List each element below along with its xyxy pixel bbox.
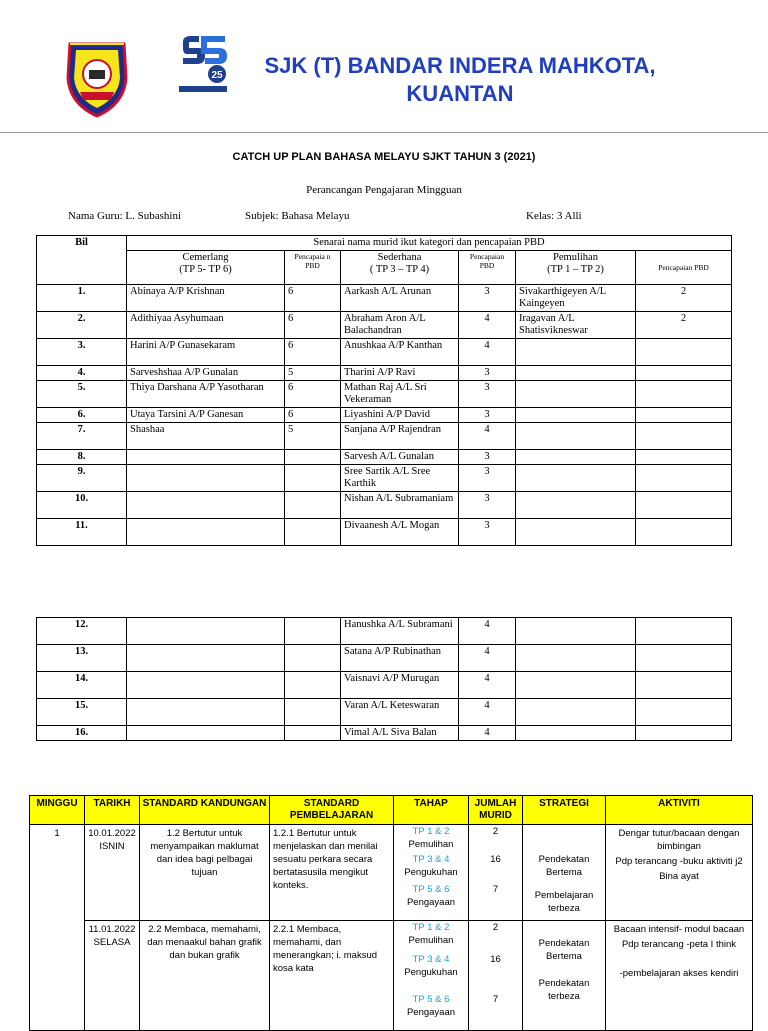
sederhana-name: Satana A/P Rubinathan [341,645,459,672]
sederhana-pbd: 4 [459,672,516,699]
sederhana-name: Mathan Raj A/L Sri Vekeraman [341,381,459,408]
cemerlang-pbd: 6 [285,312,341,339]
cemerlang-pbd: 6 [285,285,341,312]
sk-day1: 1.2 Bertutur untuk menyampaikan maklumat dan idea bagi pelbagai tujuan [140,825,270,921]
bil: 7. [37,423,127,450]
tahap-day1: TP 1 & 2 Pemulihan TP 3 & 4 Pengukuhan TP 5 & 6 Pengayaan [394,825,469,921]
bil: 14. [37,672,127,699]
column-header: STANDARD PEMBELAJARAN [270,796,394,825]
sederhana-name: Tharini A/P Ravi [341,366,459,381]
pemulihan-pbd [636,450,732,465]
svg-text:25: 25 [211,70,223,81]
cemerlang-name [127,519,285,546]
weekly-plan-table [29,795,753,1031]
sederhana-name: Sree Sartik A/L Sree Karthik [341,465,459,492]
tarikh-day1: 10.01.2022 ISNIN [85,825,140,921]
bil: 9. [37,465,127,492]
table-row [37,423,732,450]
cemerlang-pbd: 6 [285,381,341,408]
pemulihan-name: Iragavan A/L Shatisvikneswar [516,312,636,339]
pemulihan-name [516,699,636,726]
cemerlang-name: Harini A/P Gunasekaram [127,339,285,366]
sederhana-pbd: 3 [459,381,516,408]
cemerlang-pbd: 6 [285,339,341,366]
sederhana-pbd: 4 [459,312,516,339]
column-header: STRATEGI [523,796,606,825]
sederhana-pbd: 3 [459,450,516,465]
bil: 13. [37,645,127,672]
table-row [37,672,732,699]
sederhana-pbd: 4 [459,618,516,645]
pemulihan-name [516,672,636,699]
table-row [37,408,732,423]
bil: 11. [37,519,127,546]
bil: 5. [37,381,127,408]
pemulihan-pbd [636,618,732,645]
sederhana-pbd: 4 [459,339,516,366]
sp-day1: 1.2.1 Bertutur untuk menjelaskan dan menilai sesuatu perkara secara bertatasusila mengikut konteks. [270,825,394,921]
pemulihan-pbd: 2 [636,285,732,312]
document-subtitle: Perancangan Pengajaran Mingguan [306,184,462,196]
pencapaian-header-3: Pencapaian PBD [636,251,732,285]
school-crest-icon [64,34,130,118]
pemulihan-pbd [636,699,732,726]
strategi-day1: Pendekatan Bertema Pembelajaran terbeza [523,825,606,921]
pemulihan-pbd [636,339,732,366]
pemulihan-name [516,726,636,741]
pemulihan-pbd [636,408,732,423]
pemulihan-name [516,519,636,546]
pemulihan-name [516,492,636,519]
cemerlang-pbd [285,492,341,519]
bil: 8. [37,450,127,465]
cemerlang-name [127,645,285,672]
bil: 3. [37,339,127,366]
cemerlang-name: Shashaa [127,423,285,450]
sederhana-pbd: 3 [459,519,516,546]
sederhana-pbd: 3 [459,366,516,381]
sederhana-name: Divaanesh A/L Mogan [341,519,459,546]
cemerlang-pbd: 6 [285,408,341,423]
cemerlang-name [127,618,285,645]
sederhana-name: Sarvesh A/L Gunalan [341,450,459,465]
column-header: STANDARD KANDUNGAN [140,796,270,825]
column-header: MINGGU [30,796,85,825]
minggu-cell: 1 [30,825,85,1031]
pemulihan-pbd [636,672,732,699]
cemerlang-name [127,492,285,519]
aktiviti-day2: Bacaan intensif- modul bacaan Pdp terancang -peta I think -pembelajaran akses kendiri [606,921,753,1031]
sederhana-name: Vimal A/L Siva Balan [341,726,459,741]
pemulihan-name [516,423,636,450]
pemulihan-pbd [636,465,732,492]
class-name: Kelas: 3 Alli [526,210,582,222]
cemerlang-name: Abinaya A/P Krishnan [127,285,285,312]
tahap-day2: TP 1 & 2 Pemulihan TP 3 & 4 Pengukuhan TP 5 & 6 Pengayaan [394,921,469,1031]
header-divider [0,132,768,133]
cemerlang-pbd: 5 [285,423,341,450]
pemulihan-pbd: 2 [636,312,732,339]
sederhana-name: Aarkash A/L Arunan [341,285,459,312]
cemerlang-pbd [285,519,341,546]
sp-day2: 2.2.1 Membaca, memahami, dan menerangkan; i. maksud kosa kata [270,921,394,1031]
pemulihan-name [516,408,636,423]
pemulihan-pbd [636,381,732,408]
pencapaian-header-1: Pencapaia n PBD [285,251,341,285]
pemulihan-name: Sivakarthigeyen A/L Kaingeyen [516,285,636,312]
cemerlang-pbd [285,645,341,672]
school-name-line2: KUANTAN [406,81,514,106]
cemerlang-name: Utaya Tarsini A/P Ganesan [127,408,285,423]
cemerlang-name [127,726,285,741]
sederhana-name: Sanjana A/P Rajendran [341,423,459,450]
bil: 1. [37,285,127,312]
document-title: CATCH UP PLAN BAHASA MELAYU SJKT TAHUN 3 (2021) [232,151,536,163]
table-row [37,699,732,726]
sederhana-pbd: 3 [459,465,516,492]
pemulihan-pbd [636,519,732,546]
subject: Subjek: Bahasa Melayu [245,210,350,222]
table-row [37,285,732,312]
table-row [37,312,732,339]
cemerlang-pbd [285,726,341,741]
cemerlang-pbd [285,699,341,726]
jumlah-day2: 2 16 7 [469,921,523,1031]
table-row [37,366,732,381]
table-row [37,645,732,672]
bil: 15. [37,699,127,726]
student-category-table [36,235,732,546]
bil: 4. [37,366,127,381]
cemerlang-pbd [285,618,341,645]
group-header: Senarai nama murid ikut kategori dan pencapaian PBD [127,236,732,251]
cemerlang-name [127,465,285,492]
sederhana-name: Vaisnavi A/P Murugan [341,672,459,699]
table-row [37,339,732,366]
cemerlang-name [127,672,285,699]
bil: 10. [37,492,127,519]
table-row [37,450,732,465]
aktiviti-day1: Dengar tutur/bacaan dengan bimbingan Pdp terancang -buku aktiviti j2 Bina ayat [606,825,753,921]
pemulihan-name [516,645,636,672]
pemulihan-name [516,339,636,366]
bil: 2. [37,312,127,339]
strategi-day2: Pendekatan Bertema Pendekatan terbeza [523,921,606,1031]
table-row [37,726,732,741]
cemerlang-pbd: 5 [285,366,341,381]
sk-day2: 2.2 Membaca, memahami, dan menaakul bahan grafik dan bukan grafik [140,921,270,1031]
cemerlang-name [127,699,285,726]
column-header: TARIKH [85,796,140,825]
table-row [37,465,732,492]
pemulihan-name [516,465,636,492]
sederhana-name: Varan A/L Keteswaran [341,699,459,726]
sederhana-pbd: 4 [459,726,516,741]
pemulihan-pbd [636,645,732,672]
cemerlang-pbd [285,465,341,492]
column-header: TAHAP [394,796,469,825]
sederhana-name: Anushkaa A/P Kanthan [341,339,459,366]
sederhana-header: Sederhana ( TP 3 – TP 4) [341,251,459,285]
cemerlang-name: Adithiyaa Asyhumaan [127,312,285,339]
column-header: JUMLAH MURID [469,796,523,825]
sederhana-name: Liyashini A/P David [341,408,459,423]
table-row [37,618,732,645]
cemerlang-pbd [285,672,341,699]
table-row [37,519,732,546]
cemerlang-header: Cemerlang (TP 5- TP 6) [127,251,285,285]
pemulihan-pbd [636,366,732,381]
pemulihan-name [516,366,636,381]
cemerlang-name: Sarveshshaa A/P Gunalan [127,366,285,381]
sederhana-name: Hanushka A/L Subramani [341,618,459,645]
school-name-line1: SJK (T) BANDAR INDERA MAHKOTA, [264,53,656,78]
sederhana-pbd: 3 [459,408,516,423]
table-row [37,381,732,408]
pemulihan-name [516,618,636,645]
school-title [240,52,680,108]
table-row [37,492,732,519]
bil: 16. [37,726,127,741]
pemulihan-pbd [636,423,732,450]
sederhana-pbd: 3 [459,285,516,312]
tarikh-day2: 11.01.2022 SELASA [85,921,140,1031]
pemulihan-name [516,381,636,408]
bil: 6. [37,408,127,423]
student-category-table-continued [36,617,732,741]
cemerlang-name: Thiya Darshana A/P Yasotharan [127,381,285,408]
pencapaian-header-2: Pencapaian PBD [459,251,516,285]
cemerlang-name [127,450,285,465]
pemulihan-pbd [636,726,732,741]
column-header: AKTIVITI [606,796,753,825]
anniversary-25-logo-icon [175,34,231,96]
sederhana-name: Nishan A/L Subramaniam [341,492,459,519]
bil-header: Bil [37,236,127,285]
sederhana-name: Abraham Aron A/L Balachandran [341,312,459,339]
sederhana-pbd: 3 [459,492,516,519]
sederhana-pbd: 4 [459,699,516,726]
bil: 12. [37,618,127,645]
sederhana-pbd: 4 [459,423,516,450]
teacher-name: Nama Guru: L. Subashini [68,210,182,222]
cemerlang-pbd [285,450,341,465]
sederhana-pbd: 4 [459,645,516,672]
pemulihan-header: Pemulihan (TP 1 – TP 2) [516,251,636,285]
jumlah-day1: 2 16 7 [469,825,523,921]
pemulihan-pbd [636,492,732,519]
pemulihan-name [516,450,636,465]
